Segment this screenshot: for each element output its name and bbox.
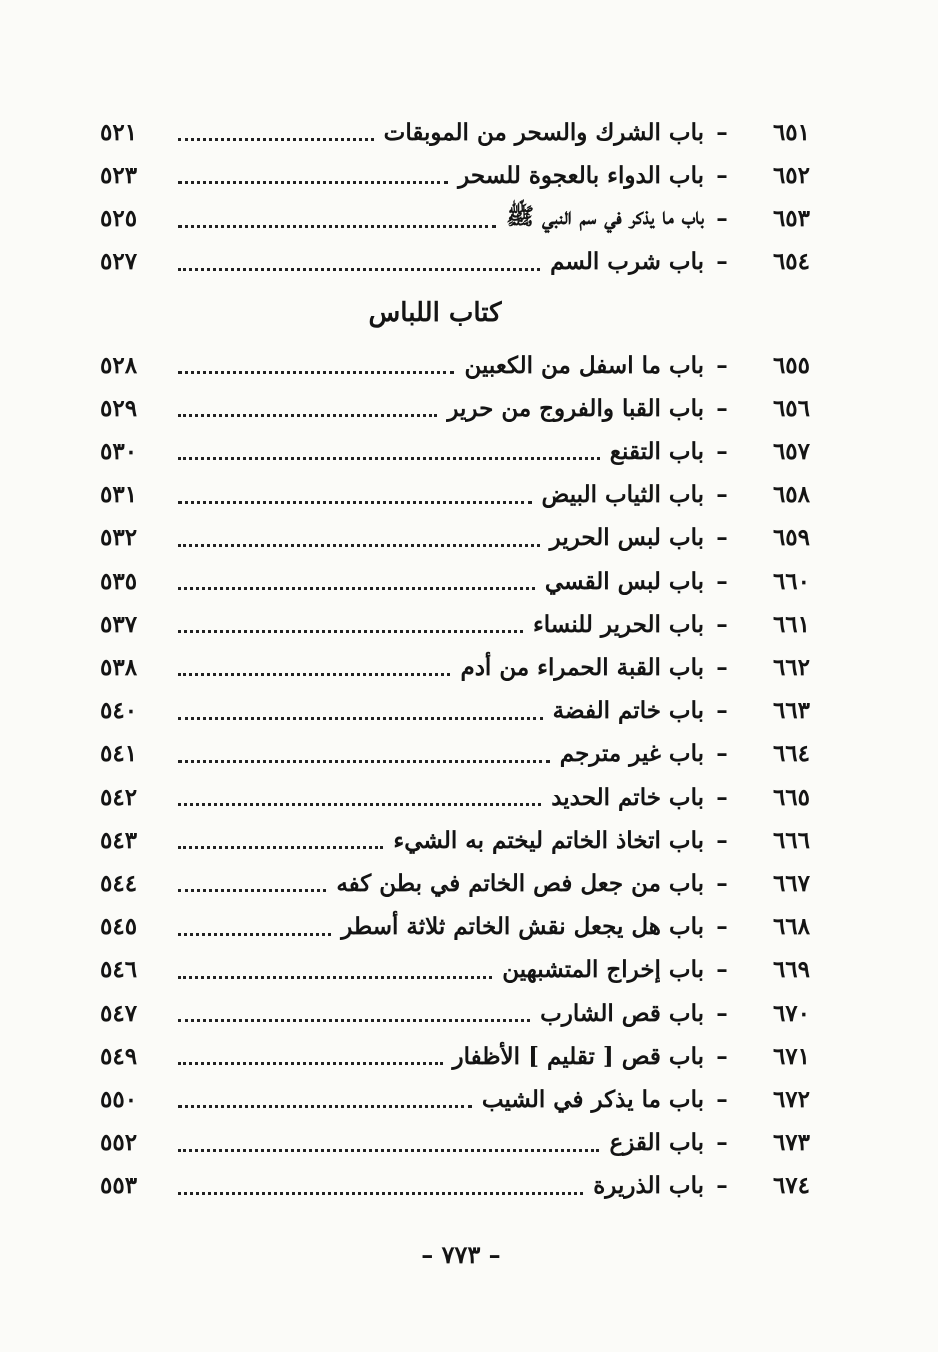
toc-entry bbox=[100, 518, 810, 558]
entry-number: ٦٥٥ bbox=[772, 351, 810, 379]
entry-page-number: ٥٥٢ bbox=[100, 1129, 138, 1157]
entry-page-number: ٥٥٠ bbox=[100, 1085, 138, 1113]
entry-title: باب هل يجعل نقش الخاتم ثلاثة أسطر bbox=[341, 913, 704, 941]
toc-entry bbox=[100, 820, 810, 860]
entry-dash: – bbox=[716, 248, 728, 276]
entry-page-number: ٥٤١ bbox=[100, 740, 138, 768]
toc-entry bbox=[100, 647, 810, 687]
entry-title: باب إخراج المتشبهين bbox=[502, 956, 704, 984]
dot-leader bbox=[178, 889, 326, 892]
dot-leader bbox=[178, 760, 550, 763]
entry-title: باب القبة الحمراء من أدم bbox=[460, 653, 704, 681]
dot-leader bbox=[178, 181, 448, 184]
entry-page-number: ٥٣١ bbox=[100, 481, 138, 509]
dot-leader bbox=[178, 1019, 530, 1022]
entry-dash: – bbox=[716, 1042, 728, 1070]
entry-page-number: ٥٢٧ bbox=[100, 248, 138, 276]
entry-title: باب خاتم الحديد bbox=[551, 783, 704, 811]
page-number: – ٧٧٣ – bbox=[421, 1240, 501, 1269]
dot-leader bbox=[178, 138, 374, 141]
toc-entry bbox=[100, 388, 810, 428]
entry-title: باب قص الشارب bbox=[540, 999, 704, 1027]
dot-leader bbox=[178, 371, 454, 374]
entry-title: باب من جعل فص الخاتم في بطن كفه bbox=[336, 869, 704, 897]
dot-leader bbox=[178, 225, 496, 228]
entry-title: باب ما يذكر في سم النبي ﷺ bbox=[506, 202, 704, 230]
entry-number: ٦٥٦ bbox=[772, 394, 810, 422]
entry-number: ٦٧٠ bbox=[772, 999, 810, 1027]
entry-number: ٦٦١ bbox=[772, 610, 810, 638]
entry-dash: – bbox=[716, 826, 728, 854]
dot-leader bbox=[178, 1062, 443, 1065]
entry-dash: – bbox=[716, 394, 728, 422]
dot-leader bbox=[178, 414, 437, 417]
entry-page-number: ٥٤٦ bbox=[100, 956, 138, 984]
entry-page-number: ٥٢٥ bbox=[100, 205, 138, 233]
entry-title: باب لبس القسي bbox=[544, 567, 704, 595]
entry-title: باب الشرك والسحر من الموبقات bbox=[383, 118, 704, 146]
toc-entry bbox=[100, 993, 810, 1033]
entry-dash: – bbox=[716, 653, 728, 681]
entry-page-number: ٥٣٠ bbox=[100, 437, 138, 465]
toc-entry bbox=[100, 475, 810, 515]
entry-dash: – bbox=[716, 351, 728, 379]
entry-dash: – bbox=[716, 437, 728, 465]
toc-entry bbox=[100, 1036, 810, 1076]
entry-title: باب الدواء بالعجوة للسحر bbox=[458, 161, 704, 189]
entry-number: ٦٥٧ bbox=[772, 437, 810, 465]
dot-leader bbox=[178, 976, 492, 979]
entry-title: باب قص [ تقليم ] الأظفار bbox=[452, 1042, 704, 1070]
dot-leader bbox=[178, 457, 600, 460]
entry-dash: – bbox=[716, 610, 728, 638]
dot-leader bbox=[178, 803, 541, 806]
entry-title: باب الذريرة bbox=[593, 1172, 704, 1200]
entry-title: باب الثياب البيض bbox=[541, 481, 704, 509]
entry-page-number: ٥٤٤ bbox=[100, 869, 138, 897]
entry-number: ٦٥٢ bbox=[772, 161, 810, 189]
entry-page-number: ٥٣٨ bbox=[100, 653, 138, 681]
entry-page-number: ٥٥٣ bbox=[100, 1172, 138, 1200]
entry-dash: – bbox=[716, 869, 728, 897]
entry-title: باب الحرير للنساء bbox=[532, 610, 704, 638]
dot-leader bbox=[178, 1105, 472, 1108]
dot-leader bbox=[178, 544, 540, 547]
dot-leader bbox=[178, 673, 450, 676]
entry-number: ٦٦٨ bbox=[772, 913, 810, 941]
entry-page-number: ٥٢٨ bbox=[100, 351, 138, 379]
entry-page-number: ٥٢١ bbox=[100, 118, 138, 146]
toc-entry bbox=[100, 199, 810, 239]
entry-number: ٦٧٣ bbox=[772, 1129, 810, 1157]
entry-page-number: ٥٣٢ bbox=[100, 524, 138, 552]
dot-leader bbox=[178, 1192, 583, 1195]
entry-dash: – bbox=[716, 1085, 728, 1113]
entry-number: ٦٦٢ bbox=[772, 653, 810, 681]
entry-dash: – bbox=[716, 913, 728, 941]
entry-title: باب خاتم الفضة bbox=[552, 697, 704, 725]
entry-title: باب لبس الحرير bbox=[549, 524, 704, 552]
toc-entry bbox=[100, 431, 810, 471]
toc-entry bbox=[100, 1123, 810, 1163]
entry-number: ٦٥٩ bbox=[772, 524, 810, 552]
toc-entry bbox=[100, 950, 810, 990]
dot-leader bbox=[178, 501, 532, 504]
entry-dash: – bbox=[716, 1129, 728, 1157]
entry-dash: – bbox=[716, 524, 728, 552]
toc-entry bbox=[100, 604, 810, 644]
dot-leader bbox=[178, 1149, 599, 1152]
entry-dash: – bbox=[716, 118, 728, 146]
entry-number: ٦٦٧ bbox=[772, 869, 810, 897]
entry-page-number: ٥٤٥ bbox=[100, 913, 138, 941]
entry-title: باب القزع bbox=[609, 1129, 704, 1157]
entry-number: ٦٥٨ bbox=[772, 481, 810, 509]
entry-page-number: ٥٣٥ bbox=[100, 567, 138, 595]
toc-entry bbox=[100, 863, 810, 903]
entry-dash: – bbox=[716, 205, 728, 233]
entry-title: باب القبا والفروج من حرير bbox=[447, 394, 704, 422]
entry-dash: – bbox=[716, 999, 728, 1027]
entry-page-number: ٥٤٢ bbox=[100, 783, 138, 811]
entry-number: ٦٧١ bbox=[772, 1042, 810, 1070]
entry-title: باب شرب السم bbox=[550, 248, 704, 276]
entry-number: ٦٥٣ bbox=[772, 205, 810, 233]
entry-number: ٦٦٩ bbox=[772, 956, 810, 984]
entry-page-number: ٥٤٧ bbox=[100, 999, 138, 1027]
entry-number: ٦٥٤ bbox=[772, 248, 810, 276]
toc-entry bbox=[100, 691, 810, 731]
dot-leader bbox=[178, 846, 383, 849]
toc-entry bbox=[100, 734, 810, 774]
entry-page-number: ٥٣٧ bbox=[100, 610, 138, 638]
entry-number: ٦٦٤ bbox=[772, 740, 810, 768]
toc-entry bbox=[100, 1166, 810, 1206]
entry-title: باب غير مترجم bbox=[559, 740, 704, 768]
entry-dash: – bbox=[716, 740, 728, 768]
toc-entry bbox=[100, 561, 810, 601]
dot-leader bbox=[178, 933, 331, 936]
toc-entry bbox=[100, 1079, 810, 1119]
entry-page-number: ٥٤٩ bbox=[100, 1042, 138, 1070]
entry-number: ٦٧٤ bbox=[772, 1172, 810, 1200]
entry-number: ٦٦٣ bbox=[772, 697, 810, 725]
entry-title: باب اتخاذ الخاتم ليختم به الشيء bbox=[393, 826, 704, 854]
toc-entry bbox=[100, 345, 810, 385]
entry-dash: – bbox=[716, 783, 728, 811]
entry-dash: – bbox=[716, 161, 728, 189]
entry-number: ٦٦٠ bbox=[772, 567, 810, 595]
entry-dash: – bbox=[716, 956, 728, 984]
entry-number: ٦٦٥ bbox=[772, 783, 810, 811]
dot-leader bbox=[178, 268, 540, 271]
toc-entry bbox=[100, 155, 810, 195]
dot-leader bbox=[178, 717, 543, 720]
entry-title: باب ما يذكر في الشيب bbox=[481, 1085, 704, 1113]
entry-page-number: ٥٤٣ bbox=[100, 826, 138, 854]
entry-number: ٦٧٢ bbox=[772, 1085, 810, 1113]
entry-dash: – bbox=[716, 481, 728, 509]
toc-entry bbox=[100, 907, 810, 947]
dot-leader bbox=[178, 587, 535, 590]
entry-page-number: ٥٢٣ bbox=[100, 161, 138, 189]
section-heading: كتاب اللباس bbox=[368, 298, 502, 328]
toc-entry bbox=[100, 242, 810, 282]
toc-entry bbox=[100, 777, 810, 817]
entry-dash: – bbox=[716, 1172, 728, 1200]
entry-dash: – bbox=[716, 567, 728, 595]
toc-entry bbox=[100, 112, 810, 152]
entry-number: ٦٥١ bbox=[772, 118, 810, 146]
entry-page-number: ٥٢٩ bbox=[100, 394, 138, 422]
dot-leader bbox=[178, 630, 523, 633]
entry-dash: – bbox=[716, 697, 728, 725]
entry-number: ٦٦٦ bbox=[772, 826, 810, 854]
entry-title: باب التقنع bbox=[609, 437, 704, 465]
entry-title: باب ما اسفل من الكعبين bbox=[464, 351, 704, 379]
entry-page-number: ٥٤٠ bbox=[100, 697, 138, 725]
